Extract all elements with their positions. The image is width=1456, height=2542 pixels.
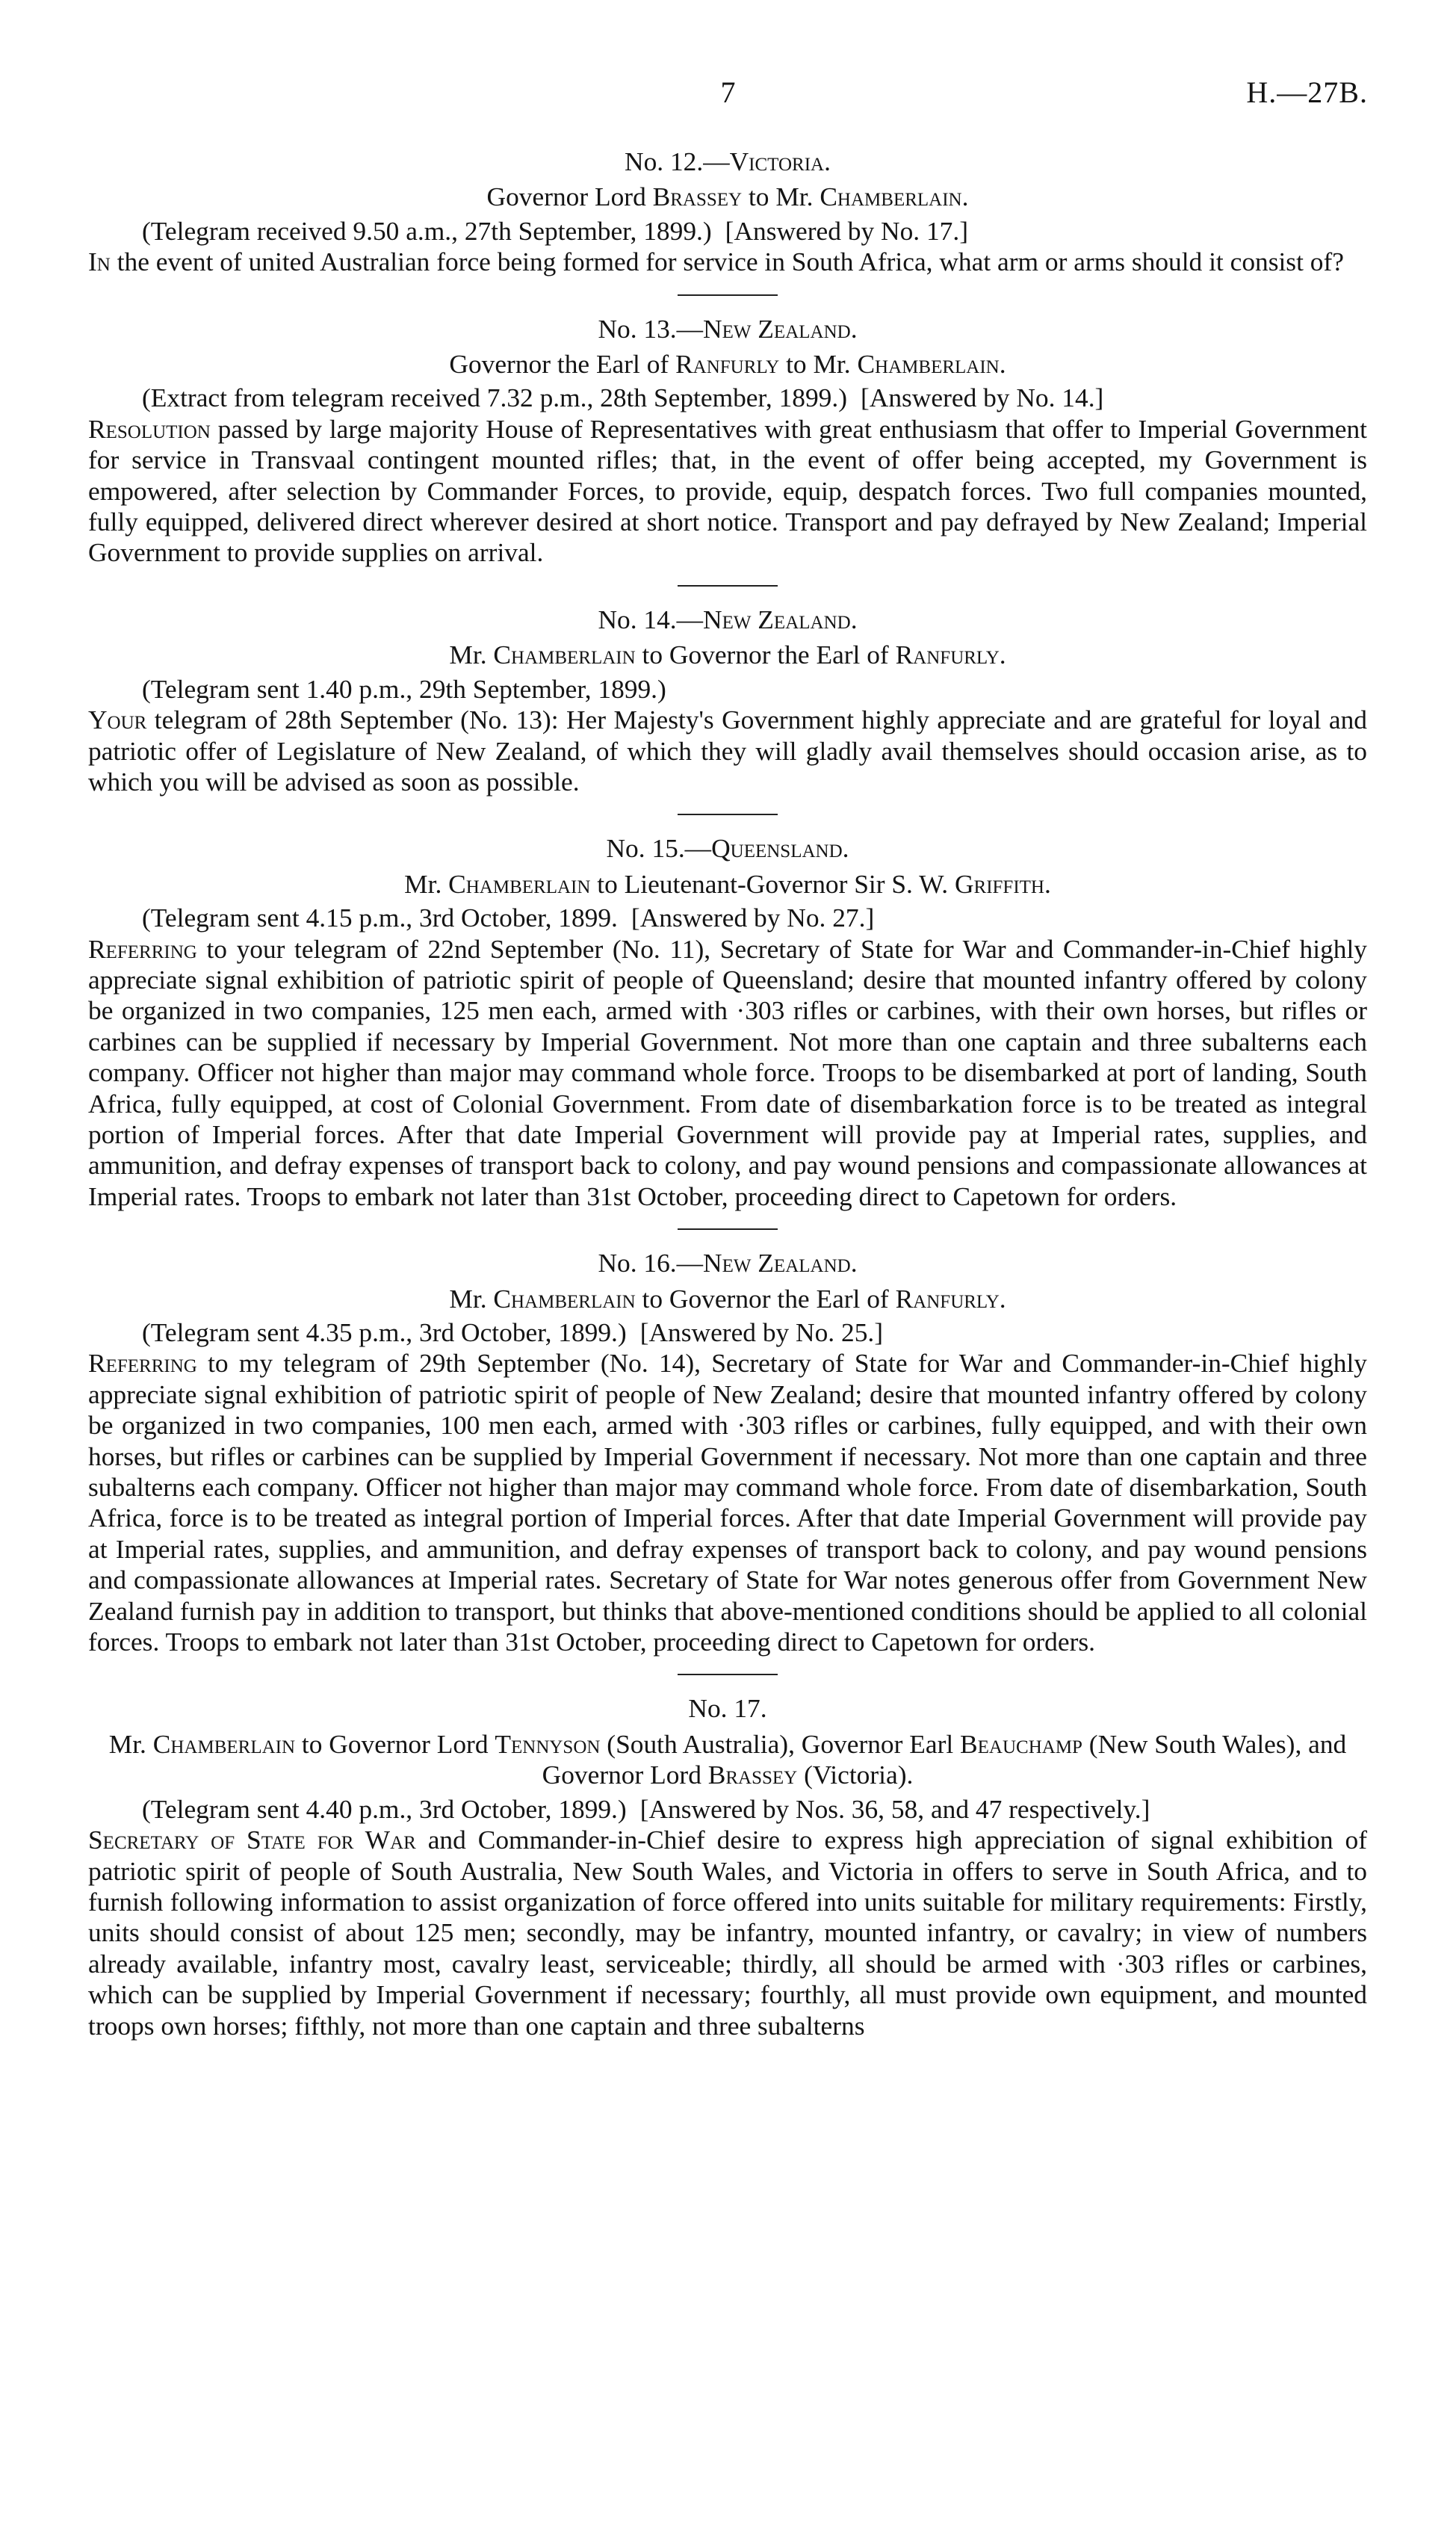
answered-by: [Answered by Nos. 36, 58, and 47 respectively.] [639,1793,1150,1824]
answered-by: [Answered by No. 14.] [861,383,1104,413]
telegram-no-14 [88,604,1367,797]
telegram-heading: No. 13.—New Zealand. [598,313,858,344]
telegram-no-17 [88,1693,1367,2041]
telegram-no-13 [88,314,1367,569]
section-divider [678,294,778,296]
telegram-meta: (Telegram sent 1.40 p.m., 29th September, 1899.) [142,673,666,704]
telegram-parties: Mr. Chamberlain to Lieutenant-Governor Sir S. W. Griffith. [404,868,1051,899]
telegram-meta: (Telegram sent 4.40 p.m., 3rd October, 1899.) [Answered by Nos. 36, 58, and 47 respectively.] [142,1793,1150,1824]
telegram-parties: Mr. Chamberlain to Governor the Earl of Ranfurly. [449,640,1006,670]
telegram-no-16 [88,1248,1367,1657]
telegram-meta: (Telegram received 9.50 a.m., 27th September, 1899.) [Answered by No. 17.] [142,215,968,246]
telegram-body: Referring to your telegram of 22nd September (No. 11), Secretary of State for War and Commander-in-Chief highly appreciate signal exhibition of patriotic spirit of people of Queensland; desire that mounted infantry offered by colony be organized in two companies, 125 men each, armed with ·303 rifles or carbines, with their own horses, but rifles or carbines can be supplied if necessary by Imperial Government. Not more than one captain and three subalterns each company. Officer not higher than major may command whole force. Troops to be disembarked at port of landing, South Africa, fully equipped, at cost of Colonial Government. From date of disembarkation force is to be treated as integral portion of Imperial forces. After that date Imperial Government will provide pay at Imperial rates, supplies, and ammunition, and defray expenses of transport back to colony, and pay wound pensions and compassionate allowances at Imperial rates. Troops to embark not later than 31st October, proceeding direct to Capetown for orders. [88,933,1367,1211]
answered-by: [Answered by No. 17.] [725,215,968,246]
page-header [0,75,1456,120]
section-divider [678,585,778,587]
section-divider [678,814,778,815]
telegram-heading: No. 16.—New Zealand. [598,1248,858,1278]
telegram-no-12 [88,146,1367,278]
telegram-meta: (Telegram sent 4.35 p.m., 3rd October, 1899.) [Answered by No. 25.] [142,1317,884,1347]
telegram-meta: (Telegram sent 4.15 p.m., 3rd October, 1899. [Answered by No. 27.] [142,903,875,933]
telegram-parties: Governor Lord Brassey to Mr. Chamberlain. [486,182,969,212]
answered-by: [Answered by No. 25.] [639,1317,884,1347]
document-reference: H.—27B. [1246,75,1368,109]
telegram-body: Referring to my telegram of 29th September (No. 14), Secretary of State for War and Commander-in-Chief highly appreciate signal exhibition of patriotic spirit of people of New Zealand; desire that mounted infantry offered by colony be organized in two companies, 100 men each, armed with ·303 rifles or carbines, fully equipped, and with their own horses, but rifles or carbines can be supplied by Imperial Government if necessary. Not more than one captain and three subalterns each company. Officer not higher than major may command whole force. From date of disembarkation, South Africa, force is to be treated as integral portion of Imperial forces. After that date Imperial Government will provide pay at Imperial rates, supplies, and ammunition, and defray expenses of transport back to colony, and pay wound pensions and compassionate allowances at Imperial rates. Secretary of State for War notes generous offer from Government New Zealand furnish pay in addition to transport, but thinks that above-mentioned conditions should be applied to all colonial forces. Troops to embark not later than 31st October, proceeding direct to Capetown for orders. [88,1348,1367,1657]
telegram-body: In the event of united Australian force being formed for service in South Africa, what arm or arms should it consist of? [88,247,1344,277]
section-divider [678,1674,778,1675]
telegram-parties: Mr. Chamberlain to Governor Lord Tennyson (South Australia), Governor Earl Beauchamp (New South Wales), and Governor Lord Brassey (Victoria). [108,1728,1347,1790]
telegram-heading: No. 14.—New Zealand. [598,604,858,634]
telegram-parties: Mr. Chamberlain to Governor the Earl of Ranfurly. [449,1283,1006,1314]
telegram-heading: No. 12.—Victoria. [625,146,831,176]
telegram-body: Resolution passed by large majority House of Representatives with great enthusiasm that offer to Imperial Government for service in Transvaal contingent mounted rifles; that, in the event of offer being accepted, my Government is empowered, after selection by Commander Forces, to provide, equip, despatch forces. Two full companies mounted, fully equipped, delivered direct wherever desired at short notice. Transport and pay defrayed by New Zealand; Imperial Government to provide supplies on arrival. [88,413,1367,568]
section-divider [678,1228,778,1230]
telegram-parties: Governor the Earl of Ranfurly to Mr. Chamberlain. [449,349,1006,380]
telegram-heading: No. 17. [688,1693,767,1724]
telegram-body: Secretary of State for War and Commander-in-Chief desire to express high appreciation of signal exhibition of patriotic spirit of people of South Australia, New South Wales, and Victoria in offers to serve in South Africa, and to furnish following information to assist organization of force offered into units suitable for military requirements: Firstly, units should consist of about 125 men; secondly, may be infantry, mounted infantry, or cavalry; in view of numbers already available, infantry most, cavalry least, serviceable; thirdly, all should be armed with ·303 rifles or carbines, which can be supplied by Imperial Government if necessary; fourthly, all must provide own equipment, and mounted troops own horses; fifthly, not more than one captain and three subalterns [88,1825,1367,2041]
telegram-meta: (Extract from telegram received 7.32 p.m., 28th September, 1899.) [Answered by No. 14.] [142,383,1104,413]
telegram-heading: No. 15.—Queensland. [606,833,849,864]
page-number: 7 [720,75,736,109]
answered-by: [Answered by No. 27.] [631,903,875,933]
telegram-body: Your telegram of 28th September (No. 13): Her Majesty's Government highly appreciate and are grateful for loyal and patriotic offer of Legislature of New Zealand, of which they will gladly avail themselves should occasion arise, as to which you will be advised as soon as possible. [88,705,1367,797]
telegram-no-15 [88,833,1367,1212]
page-content [88,146,1367,2041]
